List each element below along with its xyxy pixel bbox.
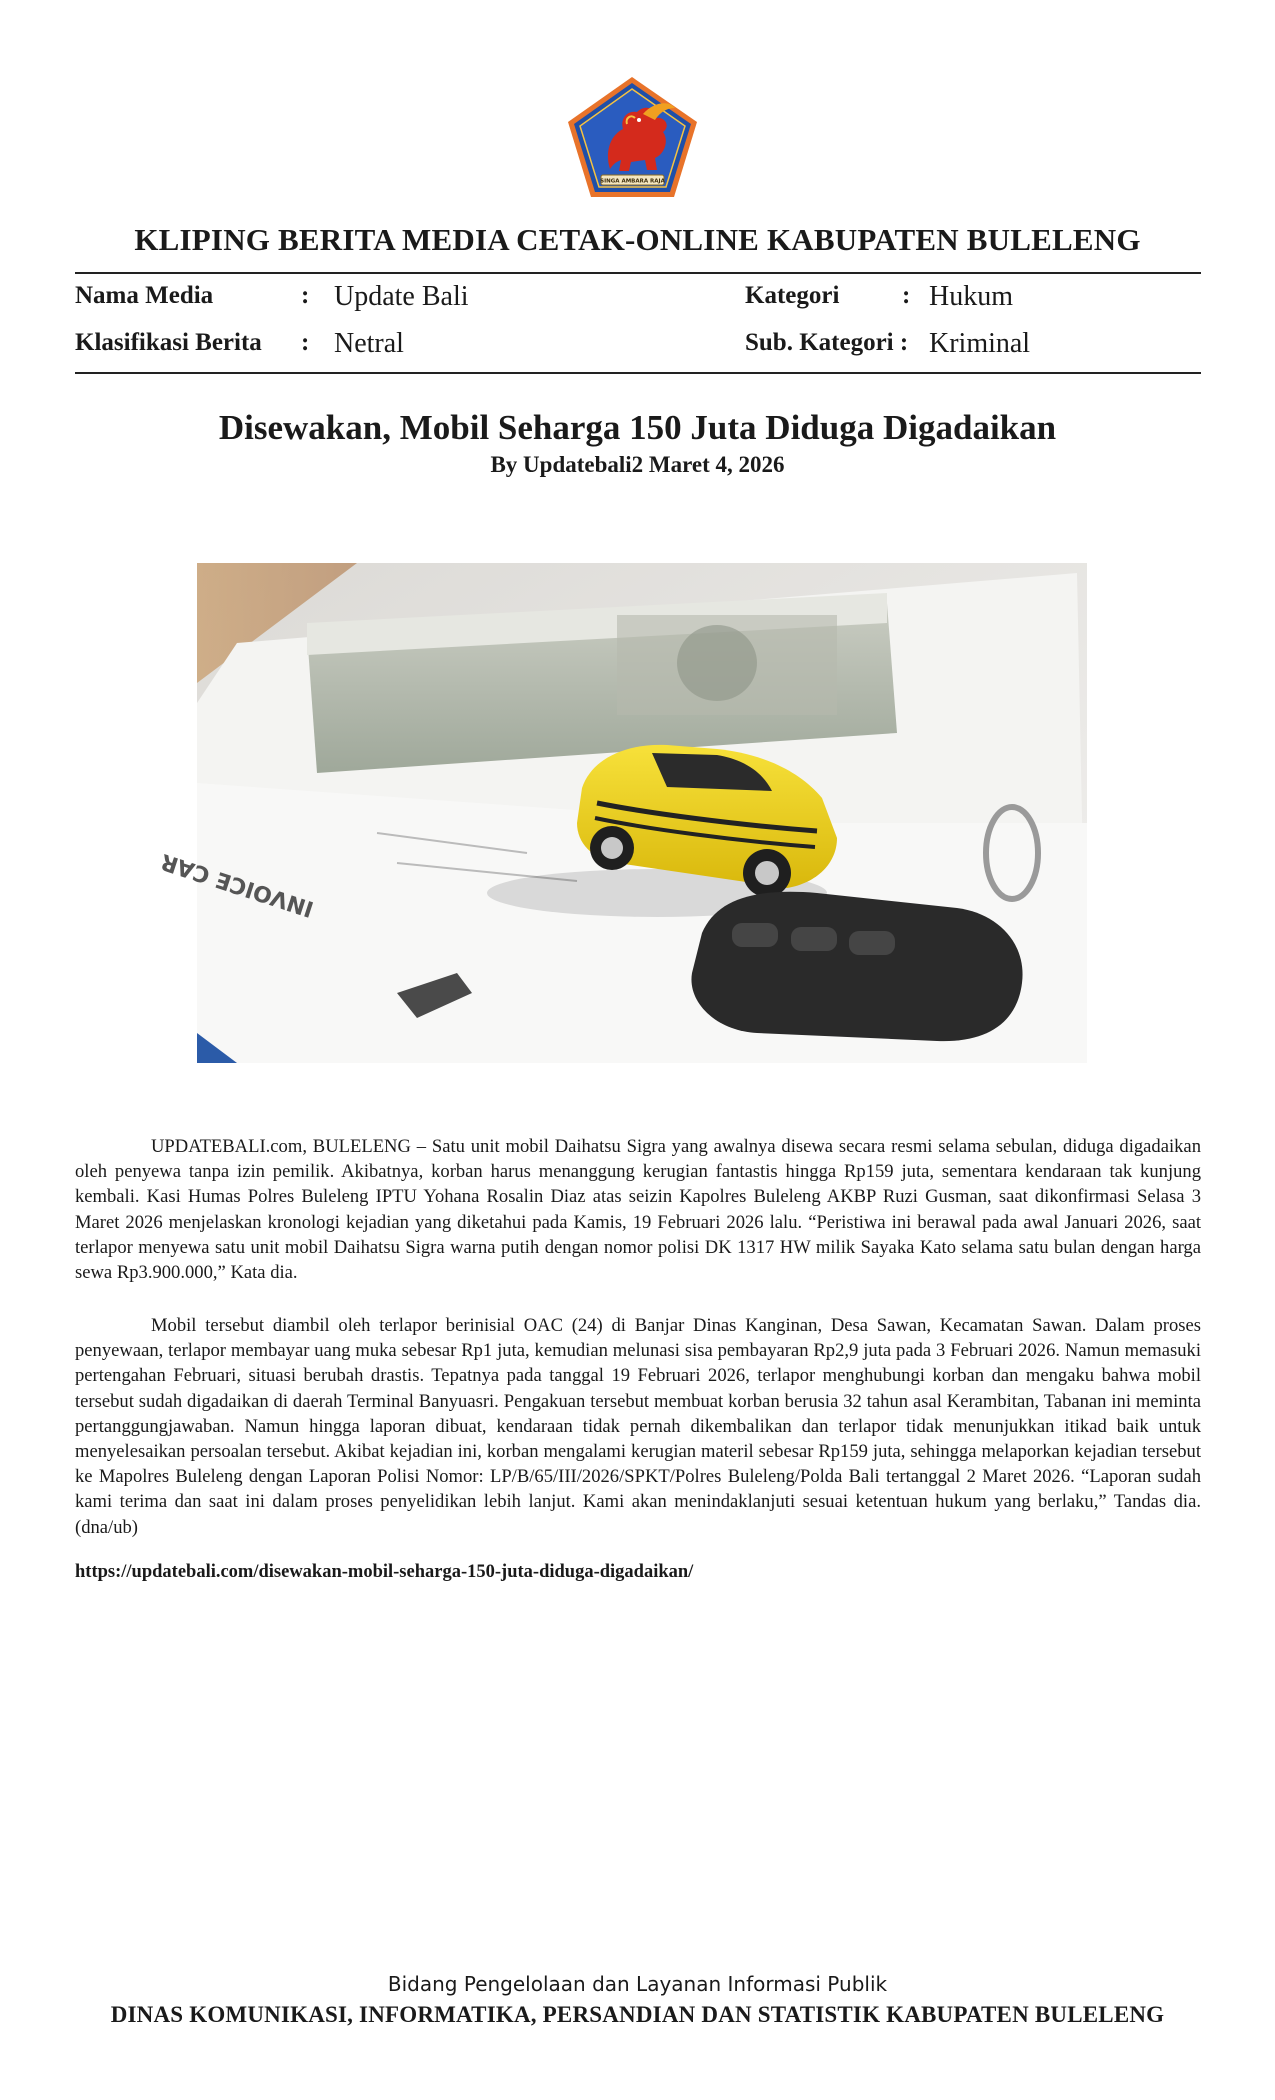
article-photo	[157, 563, 1087, 1063]
article-paragraph-1	[75, 1134, 1201, 1285]
buleleng-regency-emblem-icon	[565, 74, 700, 200]
category-value: Hukum	[929, 281, 1013, 312]
logo-motto: SINGA AMBARA RAJA	[600, 178, 665, 185]
media-value: Update Bali	[334, 281, 469, 312]
header-divider-bottom	[75, 372, 1201, 374]
classification-label: Klasifikasi Berita	[75, 329, 262, 356]
article-headline: Disewakan, Mobil Seharga 150 Juta Diduga Digadaikan	[218, 408, 1057, 447]
svg-text:INVOICE CAR: INVOICE CAR	[157, 848, 317, 922]
footer-agency: DINAS KOMUNIKASI, INFORMATIKA, PERSANDIAN DAN STATISTIK KABUPATEN BULELENG	[110, 2002, 1165, 2027]
category-label: Kategori	[745, 282, 840, 309]
media-colon: :	[301, 282, 310, 309]
paragraph-text: UPDATEBALI.com, BULELENG – Satu unit mobil Daihatsu Sigra yang awalnya disewa secara resmi selama sebulan, diduga digadaikan oleh penyewa tanpa izin pemilik. Akibatnya, korban harus menanggung kerugian fantastis hingga Rp159 juta, sementara kendaraan tak kunjung kembali. Kasi Humas Polres Buleleng IPTU Yohana Rosalin Diaz atas seizin Kapolres Buleleng AKBP Ruzi Gusman, saat dikonfirmasi Selasa 3 Maret 2026 menjelaskan kronologi kejadian yang diketahui pada Kamis, 19 Februari 2026 lalu. “Peristiwa ini berawal pada awal Januari 2026, saat terlapor menyewa satu unit mobil Daihatsu Sigra warna putih dengan nomor polisi DK 1317 HW milik Sayaka Kato selama satu bulan dengan harga sewa Rp3.900.000,” Kata dia.	[75, 1136, 1201, 1284]
article-paragraph-2	[75, 1313, 1201, 1540]
page-title: KLIPING BERITA MEDIA CETAK-ONLINE KABUPATEN BULELENG	[134, 222, 1141, 257]
header-divider-top	[75, 272, 1201, 274]
subcategory-value: Kriminal	[929, 328, 1031, 359]
article-byline: By Updatebali2 Maret 4, 2026	[490, 452, 785, 477]
media-label: Nama Media	[75, 282, 214, 309]
subcategory-label: Sub. Kategori :	[745, 329, 909, 356]
category-colon: :	[902, 282, 911, 309]
source-url-link[interactable]: https://updatebali.com/disewakan-mobil-seharga-150-juta-diduga-digadaikan/	[75, 1562, 694, 1582]
footer-department: Bidang Pengelolaan dan Layanan Informasi Publik	[387, 1972, 888, 1996]
classification-value: Netral	[334, 328, 404, 359]
classification-colon: :	[301, 329, 310, 356]
paragraph-text: Mobil tersebut diambil oleh terlapor berinisial OAC (24) di Banjar Dinas Kanginan, Desa Sawan, Kecamatan Sawan. Dalam proses penyewaan, terlapor membayar uang muka sebesar Rp1 juta, kemudian melunasi sisa pembayaran Rp2,9 juta pada 3 Februari 2026. Namun memasuki pertengahan Februari, situasi berubah drastis. Tepatnya pada tanggal 19 Februari 2026, terlapor menghubungi korban dan mengaku bahwa mobil tersebut sudah digadaikan di daerah Terminal Banyuasri. Pengakuan tersebut membuat korban berusia 32 tahun asal Kerambitan, Tabanan ini meminta pertanggungjawaban. Namun hingga laporan dibuat, kendaraan tidak pernah dikembalikan dan terlapor tidak menunjukkan itikad baik untuk menyelesaikan persoalan tersebut. Akibat kejadian ini, korban mengalami kerugian materil sebesar Rp159 juta, sehingga melaporkan kejadian tersebut ke Mapolres Buleleng dengan Laporan Polisi Nomor: LP/B/65/III/2026/SPKT/Polres Buleleng/Polda Bali tertanggal 2 Maret 2026. “Laporan sudah kami terima dan saat ini dalam proses penyelidikan lebih lanjut. Kami akan menindaklanjuti sesuai ketentuan hukum yang berlaku,” Tandas dia.(dna/ub)	[75, 1315, 1201, 1538]
